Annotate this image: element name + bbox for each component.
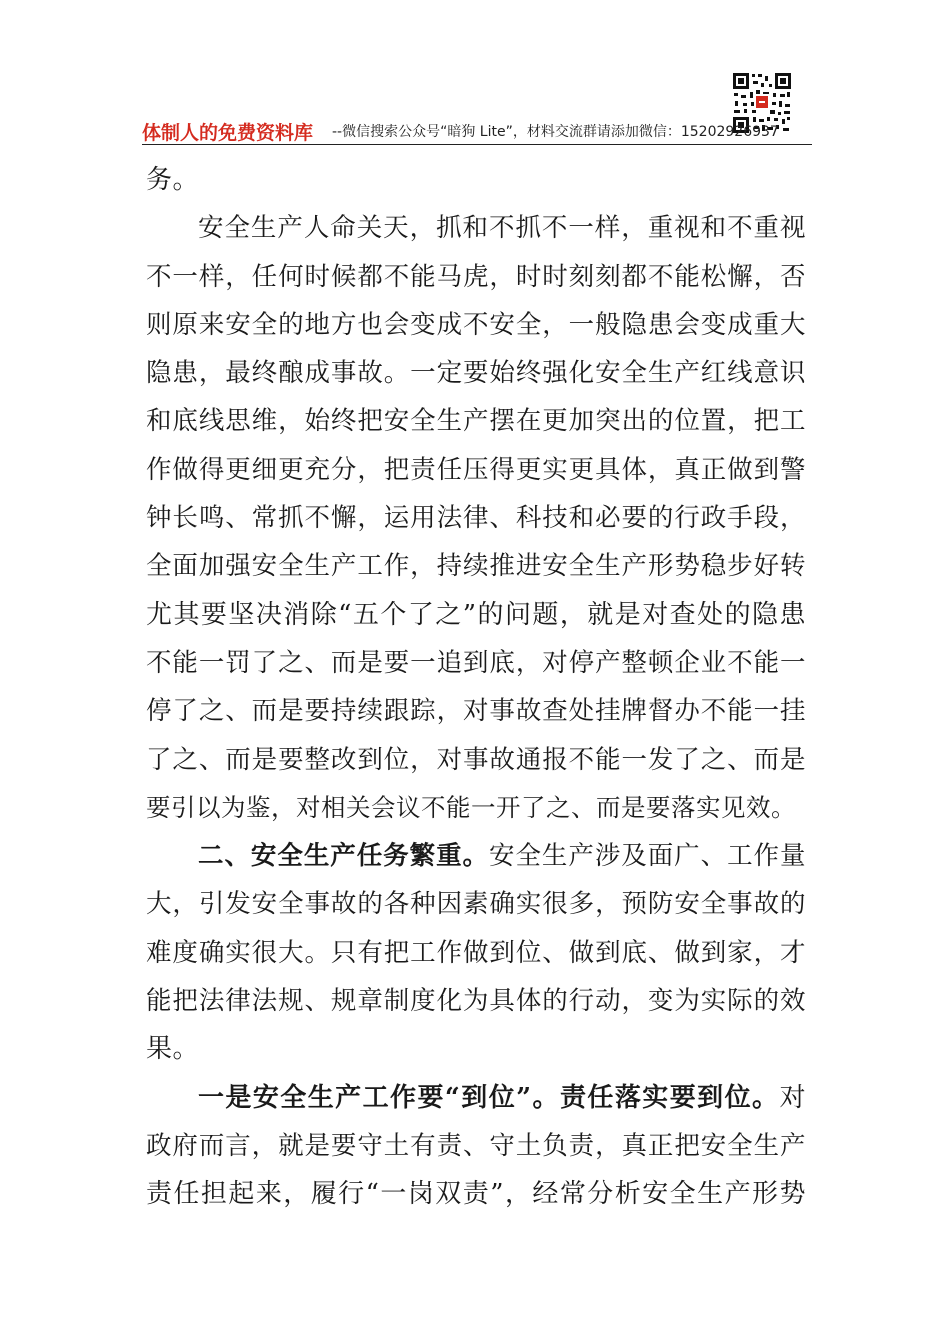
text-line: 政府而言，就是要守土有责、守土负责，真正把安全生产: [146, 1130, 806, 1161]
text-line: 钟长鸣、常抓不懈，运用法律、科技和必要的行政手段，: [146, 503, 806, 534]
text-line: 隐患，最终酿成事故。一定要始终强化安全生产红线意识: [146, 358, 806, 389]
text-line: 大，引发安全事故的各种因素确实很多，预防安全事故的: [146, 889, 806, 920]
text-line: 尤其要坚决消除“五个了之”的问题，就是对查处的隐患: [146, 599, 806, 630]
text-line: 难度确实很大。只有把工作做到位、做到底、做到家，才: [146, 937, 806, 968]
text-line: 作做得更细更充分，把责任压得更实更具体，真正做到警: [146, 454, 806, 485]
text-line: 全面加强安全生产工作，持续推进安全生产形势稳步好转: [146, 551, 806, 582]
text-line: 不一样，任何时候都不能马虎，时时刻刻都不能松懈，否: [146, 261, 806, 292]
text-line: 能把法律法规、规章制度化为具体的行动，变为实际的效: [146, 986, 806, 1017]
text-line: 安全生产人命关天，抓和不抓不一样，重视和不重视: [198, 213, 806, 244]
section-heading-line: 二、安全生产任务繁重。安全生产涉及面广、工作量: [198, 841, 806, 872]
text-line: 务。: [146, 165, 200, 195]
text-line: 则原来安全的地方也会变成不安全，一般隐患会变成重大: [146, 309, 806, 340]
text-line: 果。: [146, 1034, 200, 1065]
page-header: [142, 118, 812, 144]
text-line: 了之、而是要整改到位，对事故通报不能一发了之、而是: [146, 744, 806, 775]
header-divider: [142, 144, 812, 145]
text-line: 责任担起来，履行“一岗双责”，经常分析安全生产形势: [146, 1179, 806, 1210]
text-line: 和底线思维，始终把安全生产摆在更加突出的位置，把工: [146, 406, 806, 437]
header-contact-text: --微信搜索公众号“暗狗 Lite”，材料交流群请添加微信：15202926937: [332, 124, 779, 140]
text-line: 要引以为鉴，对相关会议不能一开了之、而是要落实见效。: [146, 792, 796, 822]
text-line: 不能一罚了之、而是要一追到底，对停产整顿企业不能一: [146, 647, 806, 678]
section-heading: 二、安全生产任务繁重。: [198, 841, 489, 872]
header-brand: 体制人的免费资料库: [142, 122, 314, 144]
subsection-heading: 一是安全生产工作要“到位”。责任落实要到位。: [198, 1082, 780, 1113]
text-line: 停了之、而是要持续跟踪，对事故查处挂牌督办不能一挂: [146, 696, 806, 727]
subsection-heading-line: 一是安全生产工作要“到位”。责任落实要到位。对: [198, 1082, 806, 1113]
document-body: [146, 156, 806, 1219]
